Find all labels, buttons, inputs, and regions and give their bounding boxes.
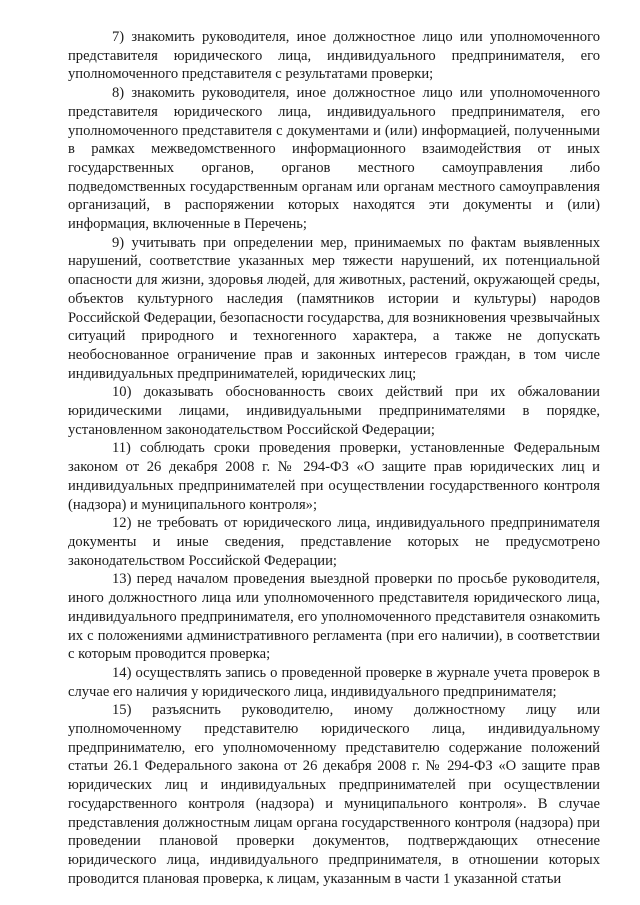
paragraph-11: 11) соблюдать сроки проведения проверки, установленные Федеральным законом от 26 декабря 2008 г. № 294-ФЗ «О защите прав юридических лиц и индивидуальных предпринимателей при осуществлении государственного контроля (надзора) и муниципального контроля»; [68, 440, 600, 513]
paragraph-10: 10) доказывать обоснованность своих действий при их обжаловании юридическими лицами, индивидуальными предпринимателями в порядке, установленном законодательством Российской Федерации; [68, 384, 600, 438]
paragraph-12: 12) не требовать от юридического лица, индивидуального предпринимателя документы и иные сведения, представление которых не предусмотрено законодательством Российской Федерации; [68, 515, 600, 569]
paragraph-8: 8) знакомить руководителя, иное должностное лицо или уполномоченного представителя юридического лица, индивидуального предпринимателя, его уполномоченного представителя с документами и (или) информацией, полученными в рамках межведомственного информационного взаимодействия от иных государственных органов, органов местного самоуправления либо подведомственных государственным органам или органам местного самоуправления организаций, в распоряжении которых находятся эти документы и (или) информация, включенные в Перечень; [68, 85, 600, 233]
paragraph-9: 9) учитывать при определении мер, принимаемых по фактам выявленных нарушений, соответствие указанных мер тяжести нарушений, их потенциальной опасности для жизни, здоровья людей, для животных, растений, окружающей среды, объектов культурного наследия (памятников истории и культуры) народов Российской Федерации, безопасности государства, для возникновения чрезвычайных ситуаций природного и техногенного характера, а также не допускать необоснованное ограничение прав и законных интересов граждан, в том числе индивидуальных предпринимателей, юридических лиц; [68, 234, 600, 382]
paragraph-15: 15) разъяснить руководителю, иному должностному лицу или уполномоченному представителю юридического лица, индивидуальному предпринимателю, его уполномоченному представителю содержание положений статьи 26.1 Федерального закона от 26 декабря 2008 г. № 294-ФЗ «О защите прав юридических лиц и индивидуальных предпринимателей при осуществлении государственного контроля (надзора) и муниципального контроля». В случае представления должностным лицам органа государственного контроля (надзора) при проведении плановой проверки документов, подтверждающих отнесение юридического лица, индивидуального предпринимателя, в отношении которых проводится плановая проверка, к лицам, указанным в части 1 указанной статьи [68, 702, 600, 887]
paragraph-7: 7) знакомить руководителя, иное должностное лицо или уполномоченного представителя юридического лица, индивидуального предпринимателя, его уполномоченного представителя с результатами проверки; [68, 29, 600, 83]
paragraph-14: 14) осуществлять запись о проведенной проверке в журнале учета проверок в случае его наличия у юридического лица, индивидуального предпринимателя; [68, 664, 600, 700]
paragraph-13: 13) перед началом проведения выездной проверки по просьбе руководителя, иного должностного лица или уполномоченного представителя юридического лица, индивидуального предпринимателя, его уполномоченного представителя ознакомить их с положениями административного регламента (при его наличии), в соответствии с которым проводится проверка; [68, 571, 600, 663]
